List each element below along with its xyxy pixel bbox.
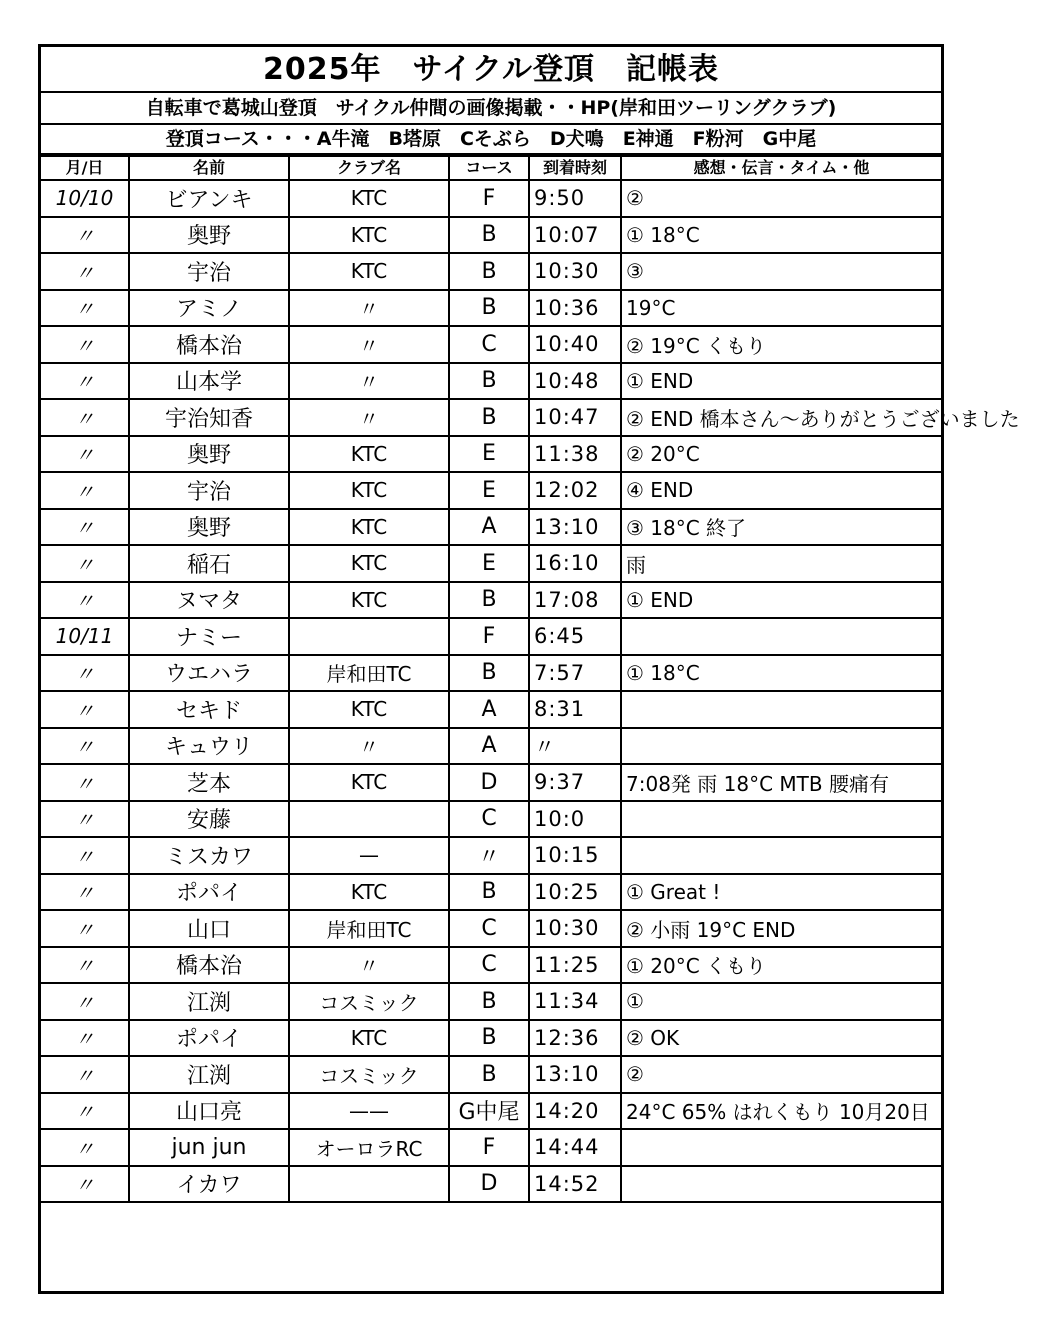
row-time: 16:10 — [529, 545, 621, 582]
row-course: B — [449, 290, 529, 327]
row-name: 橋本治 — [129, 947, 289, 984]
row-name: 奥野 — [129, 217, 289, 254]
row-club: KTC — [289, 509, 449, 546]
row-date: 〃 — [41, 326, 129, 363]
row-note — [621, 837, 941, 874]
row-course: B — [449, 1056, 529, 1093]
row-course: B — [449, 874, 529, 911]
row-course: B — [449, 363, 529, 400]
row-time: 8:31 — [529, 691, 621, 728]
row-note — [621, 1129, 941, 1166]
row-course: A — [449, 728, 529, 765]
row-time: 10:47 — [529, 399, 621, 436]
row-club: KTC — [289, 1020, 449, 1057]
row-course: C — [449, 801, 529, 838]
row-name: 宇治 — [129, 472, 289, 509]
table-row — [41, 728, 941, 765]
header-date: 月/日 — [41, 156, 129, 180]
table-row — [41, 618, 941, 655]
row-club: コスミック — [289, 1056, 449, 1093]
row-time: 10:40 — [529, 326, 621, 363]
row-time: 12:02 — [529, 472, 621, 509]
table-row — [41, 290, 941, 327]
row-name: 江渕 — [129, 1056, 289, 1093]
row-name: 奥野 — [129, 509, 289, 546]
row-note: ① END — [621, 363, 941, 400]
table-row — [41, 472, 941, 509]
row-note: ② — [621, 180, 941, 217]
row-date: 〃 — [41, 472, 129, 509]
row-club — [289, 618, 449, 655]
table-row — [41, 837, 941, 874]
row-note: ① Great ! — [621, 874, 941, 911]
row-course: D — [449, 764, 529, 801]
row-note — [621, 728, 941, 765]
row-date: 10/10 — [41, 180, 129, 217]
row-time: 6:45 — [529, 618, 621, 655]
row-time: 11:25 — [529, 947, 621, 984]
row-note: 19°C — [621, 290, 941, 327]
row-time: 13:10 — [529, 509, 621, 546]
table-row — [41, 253, 941, 290]
row-club: —— — [289, 1093, 449, 1130]
row-note — [621, 691, 941, 728]
row-course: 〃 — [449, 837, 529, 874]
row-date: 〃 — [41, 983, 129, 1020]
row-name: 稲石 — [129, 545, 289, 582]
log-sheet — [38, 44, 1020, 1294]
row-name: イカワ — [129, 1166, 289, 1203]
table-row — [41, 1056, 941, 1093]
header-club: クラブ名 — [289, 156, 449, 180]
row-name: 宇治知香 — [129, 399, 289, 436]
row-date: 〃 — [41, 1056, 129, 1093]
row-club: 〃 — [289, 728, 449, 765]
row-name: 橋本治 — [129, 326, 289, 363]
row-time: 10:07 — [529, 217, 621, 254]
row-club: KTC — [289, 217, 449, 254]
row-date: 〃 — [41, 1093, 129, 1130]
table-row — [41, 655, 941, 692]
row-name: ミスカワ — [129, 837, 289, 874]
table-header-row — [41, 156, 941, 180]
row-time: 7:57 — [529, 655, 621, 692]
row-course: F — [449, 618, 529, 655]
row-note: ② 小雨 19°C END — [621, 910, 941, 947]
header-time: 到着時刻 — [529, 156, 621, 180]
row-course: F — [449, 1129, 529, 1166]
row-date: 〃 — [41, 764, 129, 801]
row-club: 〃 — [289, 363, 449, 400]
row-name: jun jun — [129, 1129, 289, 1166]
row-note: ① 18°C — [621, 655, 941, 692]
row-note — [621, 801, 941, 838]
row-club: KTC — [289, 253, 449, 290]
row-note: ① END — [621, 582, 941, 619]
row-club — [289, 1166, 449, 1203]
row-date: 〃 — [41, 1166, 129, 1203]
table-row — [41, 1166, 941, 1203]
row-time: 10:0 — [529, 801, 621, 838]
row-note: 24°C 65% はれくもり 10月20日 — [621, 1093, 941, 1130]
table-row — [41, 1020, 941, 1057]
row-club: 〃 — [289, 947, 449, 984]
row-time: 10:30 — [529, 253, 621, 290]
table-row — [41, 217, 941, 254]
table-row — [41, 691, 941, 728]
row-note: ① 18°C — [621, 217, 941, 254]
row-time: 10:48 — [529, 363, 621, 400]
row-date: 〃 — [41, 837, 129, 874]
row-date: 〃 — [41, 217, 129, 254]
row-date: 〃 — [41, 801, 129, 838]
row-course: B — [449, 217, 529, 254]
row-name: セキド — [129, 691, 289, 728]
row-name: ポパイ — [129, 1020, 289, 1057]
row-club: 岸和田TC — [289, 655, 449, 692]
row-time: 11:34 — [529, 983, 621, 1020]
table-row — [41, 363, 941, 400]
row-course: B — [449, 1020, 529, 1057]
row-time: 17:08 — [529, 582, 621, 619]
row-name: 芝本 — [129, 764, 289, 801]
row-club: コスミック — [289, 983, 449, 1020]
row-time: 14:20 — [529, 1093, 621, 1130]
row-club: オーロラRC — [289, 1129, 449, 1166]
table-row — [41, 874, 941, 911]
row-note: ② END 橋本さん〜ありがとうございました — [621, 399, 941, 436]
row-note: ① 20°C くもり — [621, 947, 941, 984]
table-row — [41, 582, 941, 619]
row-name: アミノ — [129, 290, 289, 327]
row-date: 〃 — [41, 947, 129, 984]
row-club: KTC — [289, 691, 449, 728]
row-date: 〃 — [41, 436, 129, 473]
row-date: 〃 — [41, 655, 129, 692]
row-name: 山口亮 — [129, 1093, 289, 1130]
row-date: 〃 — [41, 582, 129, 619]
row-club: KTC — [289, 180, 449, 217]
row-note: ③ — [621, 253, 941, 290]
table-body — [41, 180, 1020, 1202]
row-date: 〃 — [41, 545, 129, 582]
row-course: E — [449, 436, 529, 473]
row-date: 〃 — [41, 1129, 129, 1166]
row-club: — — [289, 837, 449, 874]
row-date: 10/11 — [41, 618, 129, 655]
sheet-subtitle: 自転車で葛城山登頂 サイクル仲間の画像掲載・・HP(岸和田ツーリングクラブ) — [41, 93, 941, 125]
table-row — [41, 545, 941, 582]
log-table — [41, 155, 1020, 1203]
row-name: ビアンキ — [129, 180, 289, 217]
row-date: 〃 — [41, 910, 129, 947]
row-note: 雨 — [621, 545, 941, 582]
row-course: B — [449, 655, 529, 692]
row-course: A — [449, 691, 529, 728]
row-course: D — [449, 1166, 529, 1203]
table-row — [41, 1129, 941, 1166]
row-date: 〃 — [41, 874, 129, 911]
row-date: 〃 — [41, 509, 129, 546]
row-time: 10:36 — [529, 290, 621, 327]
row-course: B — [449, 399, 529, 436]
row-note: ④ END — [621, 472, 941, 509]
row-course: B — [449, 582, 529, 619]
row-name: 山口 — [129, 910, 289, 947]
row-club — [289, 801, 449, 838]
row-date: 〃 — [41, 363, 129, 400]
row-note: ② OK — [621, 1020, 941, 1057]
row-name: キュウリ — [129, 728, 289, 765]
row-time: 〃 — [529, 728, 621, 765]
row-course: B — [449, 253, 529, 290]
row-time: 12:36 — [529, 1020, 621, 1057]
row-note — [621, 1166, 941, 1203]
row-note: 7:08発 雨 18°C MTB 腰痛有 — [621, 764, 941, 801]
row-name: 宇治 — [129, 253, 289, 290]
row-time: 13:10 — [529, 1056, 621, 1093]
row-time: 10:15 — [529, 837, 621, 874]
row-note: ① — [621, 983, 941, 1020]
row-time: 14:52 — [529, 1166, 621, 1203]
row-club: 岸和田TC — [289, 910, 449, 947]
table-row — [41, 983, 941, 1020]
row-name: 奥野 — [129, 436, 289, 473]
row-course: C — [449, 326, 529, 363]
row-note: ③ 18°C 終了 — [621, 509, 941, 546]
row-note: ② — [621, 1056, 941, 1093]
course-legend: 登頂コース・・・A牛滝 B塔原 Cそぶら D犬鳴 E神通 F粉河 G中尾 — [41, 125, 941, 155]
row-club: KTC — [289, 436, 449, 473]
header-note: 感想・伝言・タイム・他 — [621, 156, 941, 180]
row-course: E — [449, 545, 529, 582]
row-club: KTC — [289, 874, 449, 911]
row-time: 9:50 — [529, 180, 621, 217]
row-date: 〃 — [41, 399, 129, 436]
row-date: 〃 — [41, 1020, 129, 1057]
row-note: ② 20°C — [621, 436, 941, 473]
row-name: ポパイ — [129, 874, 289, 911]
row-name: ウエハラ — [129, 655, 289, 692]
row-course: C — [449, 910, 529, 947]
row-date: 〃 — [41, 253, 129, 290]
row-note — [621, 618, 941, 655]
table-row — [41, 326, 941, 363]
table-row — [41, 509, 941, 546]
row-time: 14:44 — [529, 1129, 621, 1166]
row-club: KTC — [289, 545, 449, 582]
row-club: KTC — [289, 764, 449, 801]
row-name: 江渕 — [129, 983, 289, 1020]
row-course: F — [449, 180, 529, 217]
row-course: C — [449, 947, 529, 984]
row-club: 〃 — [289, 326, 449, 363]
table-row — [41, 801, 941, 838]
row-name: ナミー — [129, 618, 289, 655]
table-row — [41, 764, 941, 801]
table-row — [41, 180, 941, 217]
header-name: 名前 — [129, 156, 289, 180]
table-row — [41, 910, 941, 947]
row-note: ② 19°C くもり — [621, 326, 941, 363]
row-course: B — [449, 983, 529, 1020]
row-club: KTC — [289, 582, 449, 619]
table-row — [41, 399, 941, 436]
row-course: G中尾 — [449, 1093, 529, 1130]
row-course: E — [449, 472, 529, 509]
row-time: 9:37 — [529, 764, 621, 801]
row-date: 〃 — [41, 290, 129, 327]
row-time: 10:30 — [529, 910, 621, 947]
header-course: コース — [449, 156, 529, 180]
row-name: 山本学 — [129, 363, 289, 400]
row-name: 安藤 — [129, 801, 289, 838]
row-club: KTC — [289, 472, 449, 509]
table-row — [41, 1093, 941, 1130]
row-time: 11:38 — [529, 436, 621, 473]
row-date: 〃 — [41, 728, 129, 765]
row-name: ヌマタ — [129, 582, 289, 619]
row-course: A — [449, 509, 529, 546]
row-club: 〃 — [289, 399, 449, 436]
row-date: 〃 — [41, 691, 129, 728]
table-row — [41, 947, 941, 984]
row-time: 10:25 — [529, 874, 621, 911]
table-row — [41, 436, 941, 473]
sheet-title: 2025年 サイクル登頂 記帳表 — [41, 47, 941, 93]
row-club: 〃 — [289, 290, 449, 327]
